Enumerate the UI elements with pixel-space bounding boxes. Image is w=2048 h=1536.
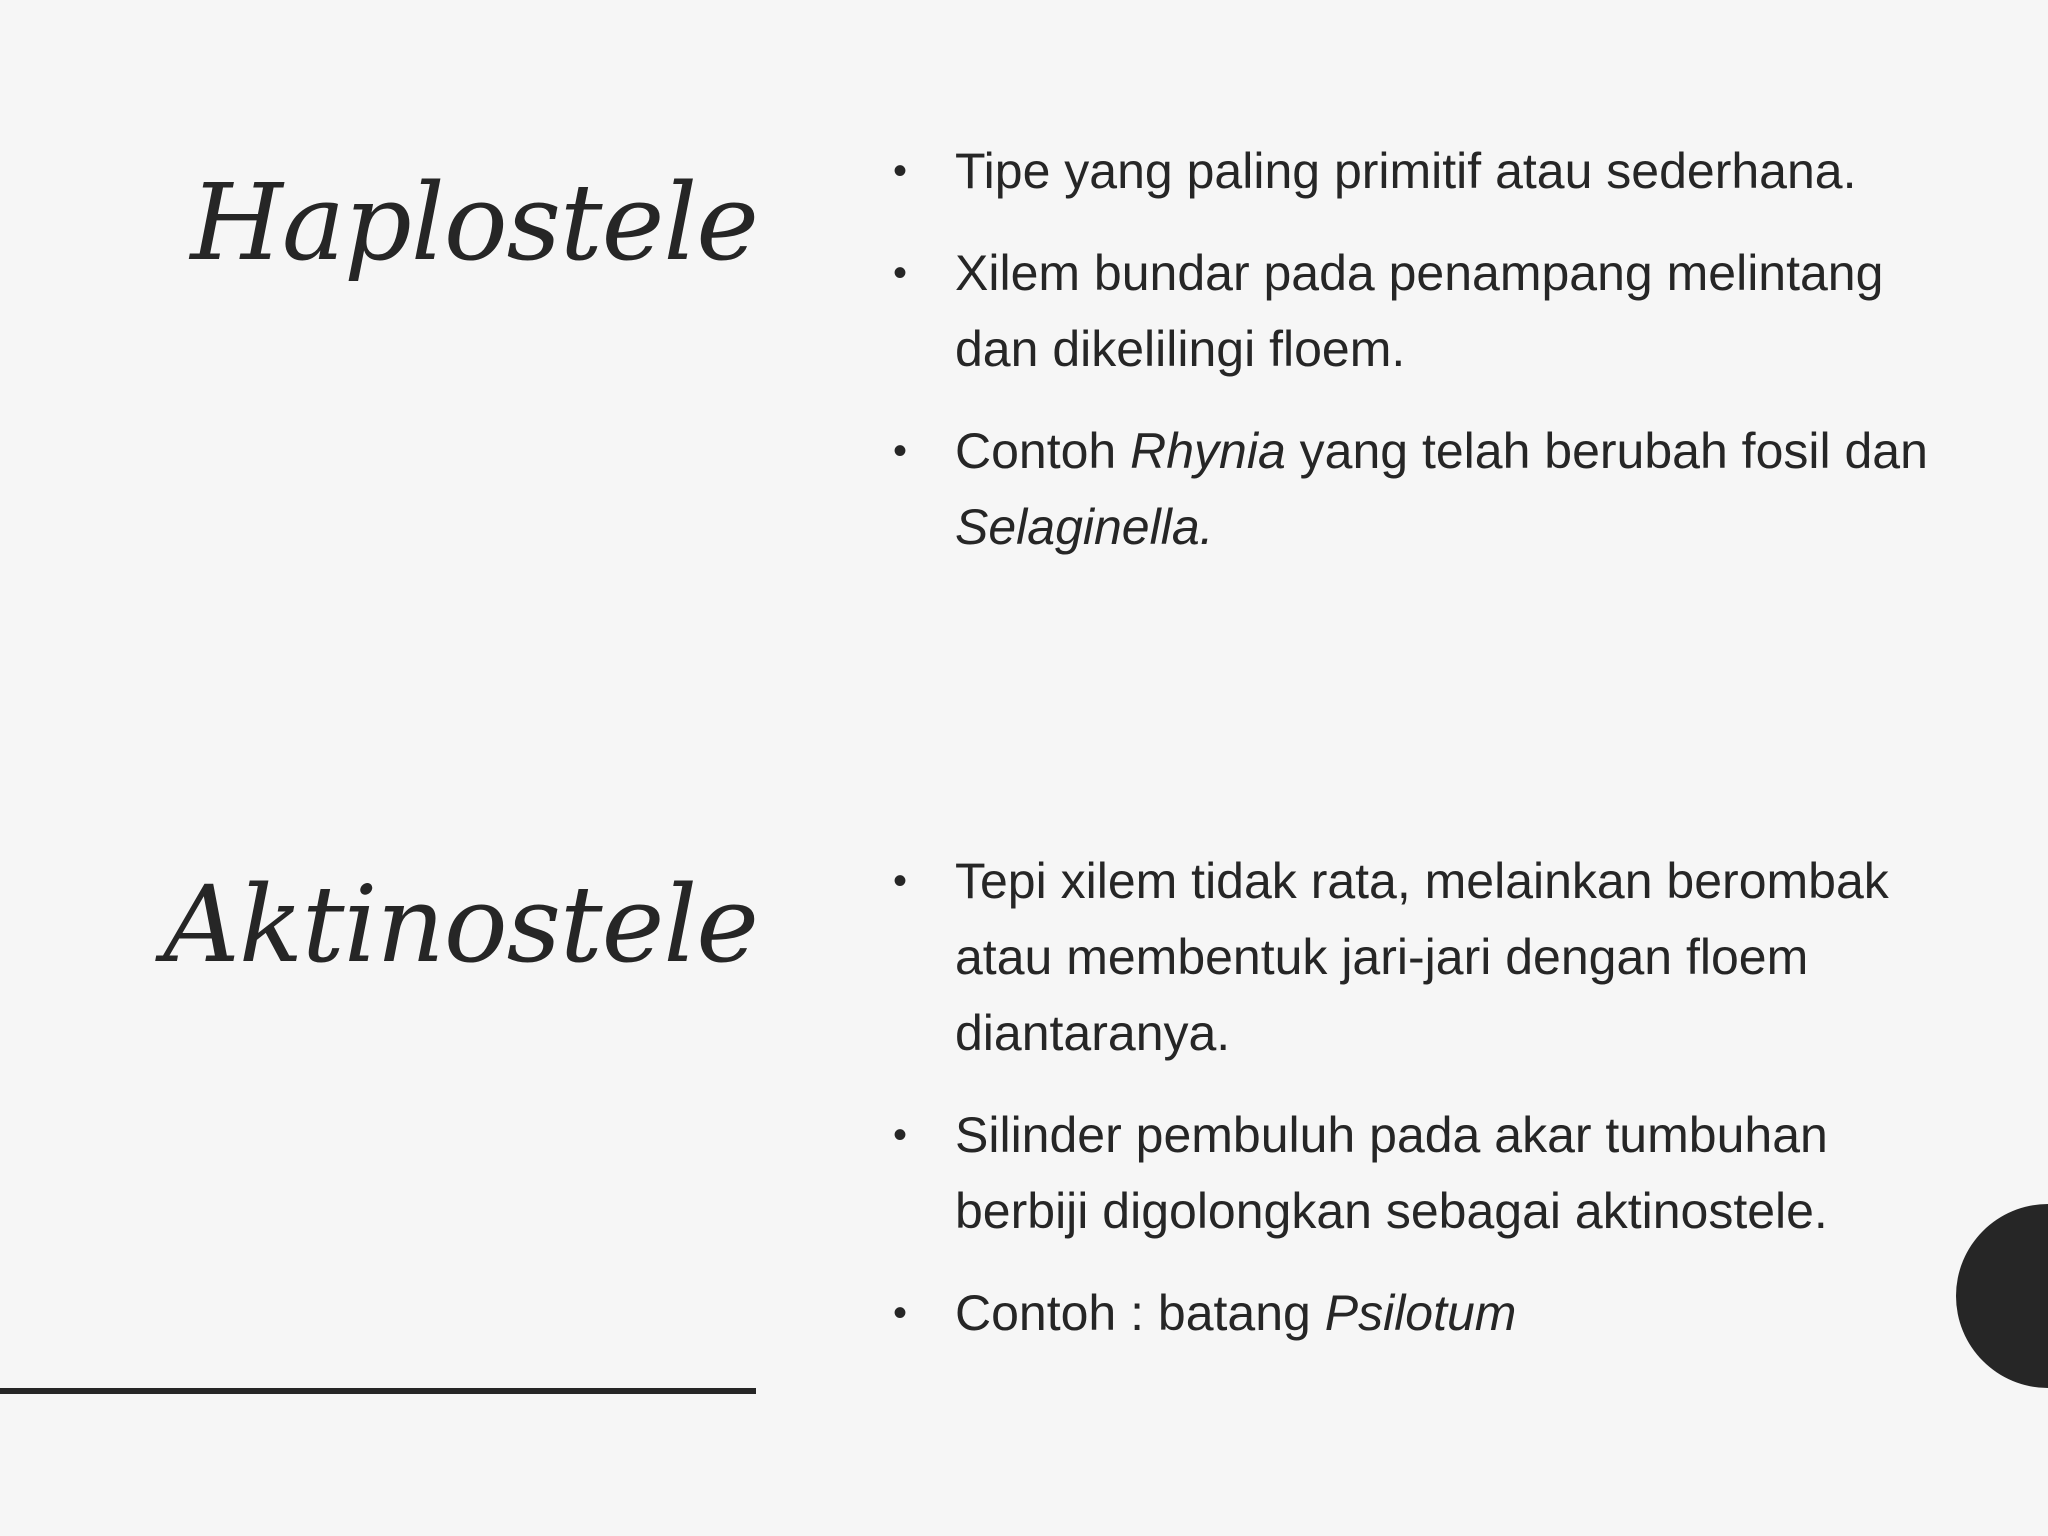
- bullet-item: [880, 843, 1940, 1071]
- aktinostele-bullet-list: [880, 843, 1940, 1377]
- bullet-item: [880, 413, 1940, 565]
- bullet-dot-icon: •: [893, 859, 908, 903]
- bullet-item: [880, 1275, 1940, 1351]
- species-name: Selaginella.: [955, 499, 1214, 555]
- bullet-text: Contoh: [955, 423, 1131, 479]
- decorative-underline: [0, 1388, 756, 1394]
- species-name: Psilotum: [1324, 1285, 1517, 1341]
- bullet-text: Tepi xilem tidak rata, melainkan berombak atau membentuk jari-jari dengan floem diantaranya.: [955, 853, 1889, 1061]
- bullet-dot-icon: •: [893, 1291, 908, 1335]
- bullet-item: [880, 235, 1940, 387]
- bullet-dot-icon: •: [893, 251, 908, 295]
- bullet-text: yang telah berubah fosil dan: [1285, 423, 1928, 479]
- bullet-dot-icon: •: [893, 149, 908, 193]
- bullet-dot-icon: •: [893, 1113, 908, 1157]
- bullet-item: [880, 1097, 1940, 1249]
- decorative-circle: [1956, 1204, 2048, 1388]
- bullet-text: Xilem bundar pada penampang melintang dan dikelilingi floem.: [955, 245, 1884, 377]
- bullet-text: Contoh : batang: [955, 1285, 1325, 1341]
- bullet-text: Silinder pembuluh pada akar tumbuhan berbiji digolongkan sebagai aktinostele.: [955, 1107, 1828, 1239]
- haplostele-bullet-list: [880, 133, 1940, 591]
- bullet-item: [880, 133, 1940, 209]
- species-name: Rhynia: [1130, 423, 1286, 479]
- bullet-text: Tipe yang paling primitif atau sederhana.: [955, 143, 1857, 199]
- bullet-dot-icon: •: [893, 429, 908, 473]
- term-heading-aktinostele: Aktinostele: [163, 863, 758, 986]
- term-heading-haplostele: Haplostele: [190, 161, 758, 284]
